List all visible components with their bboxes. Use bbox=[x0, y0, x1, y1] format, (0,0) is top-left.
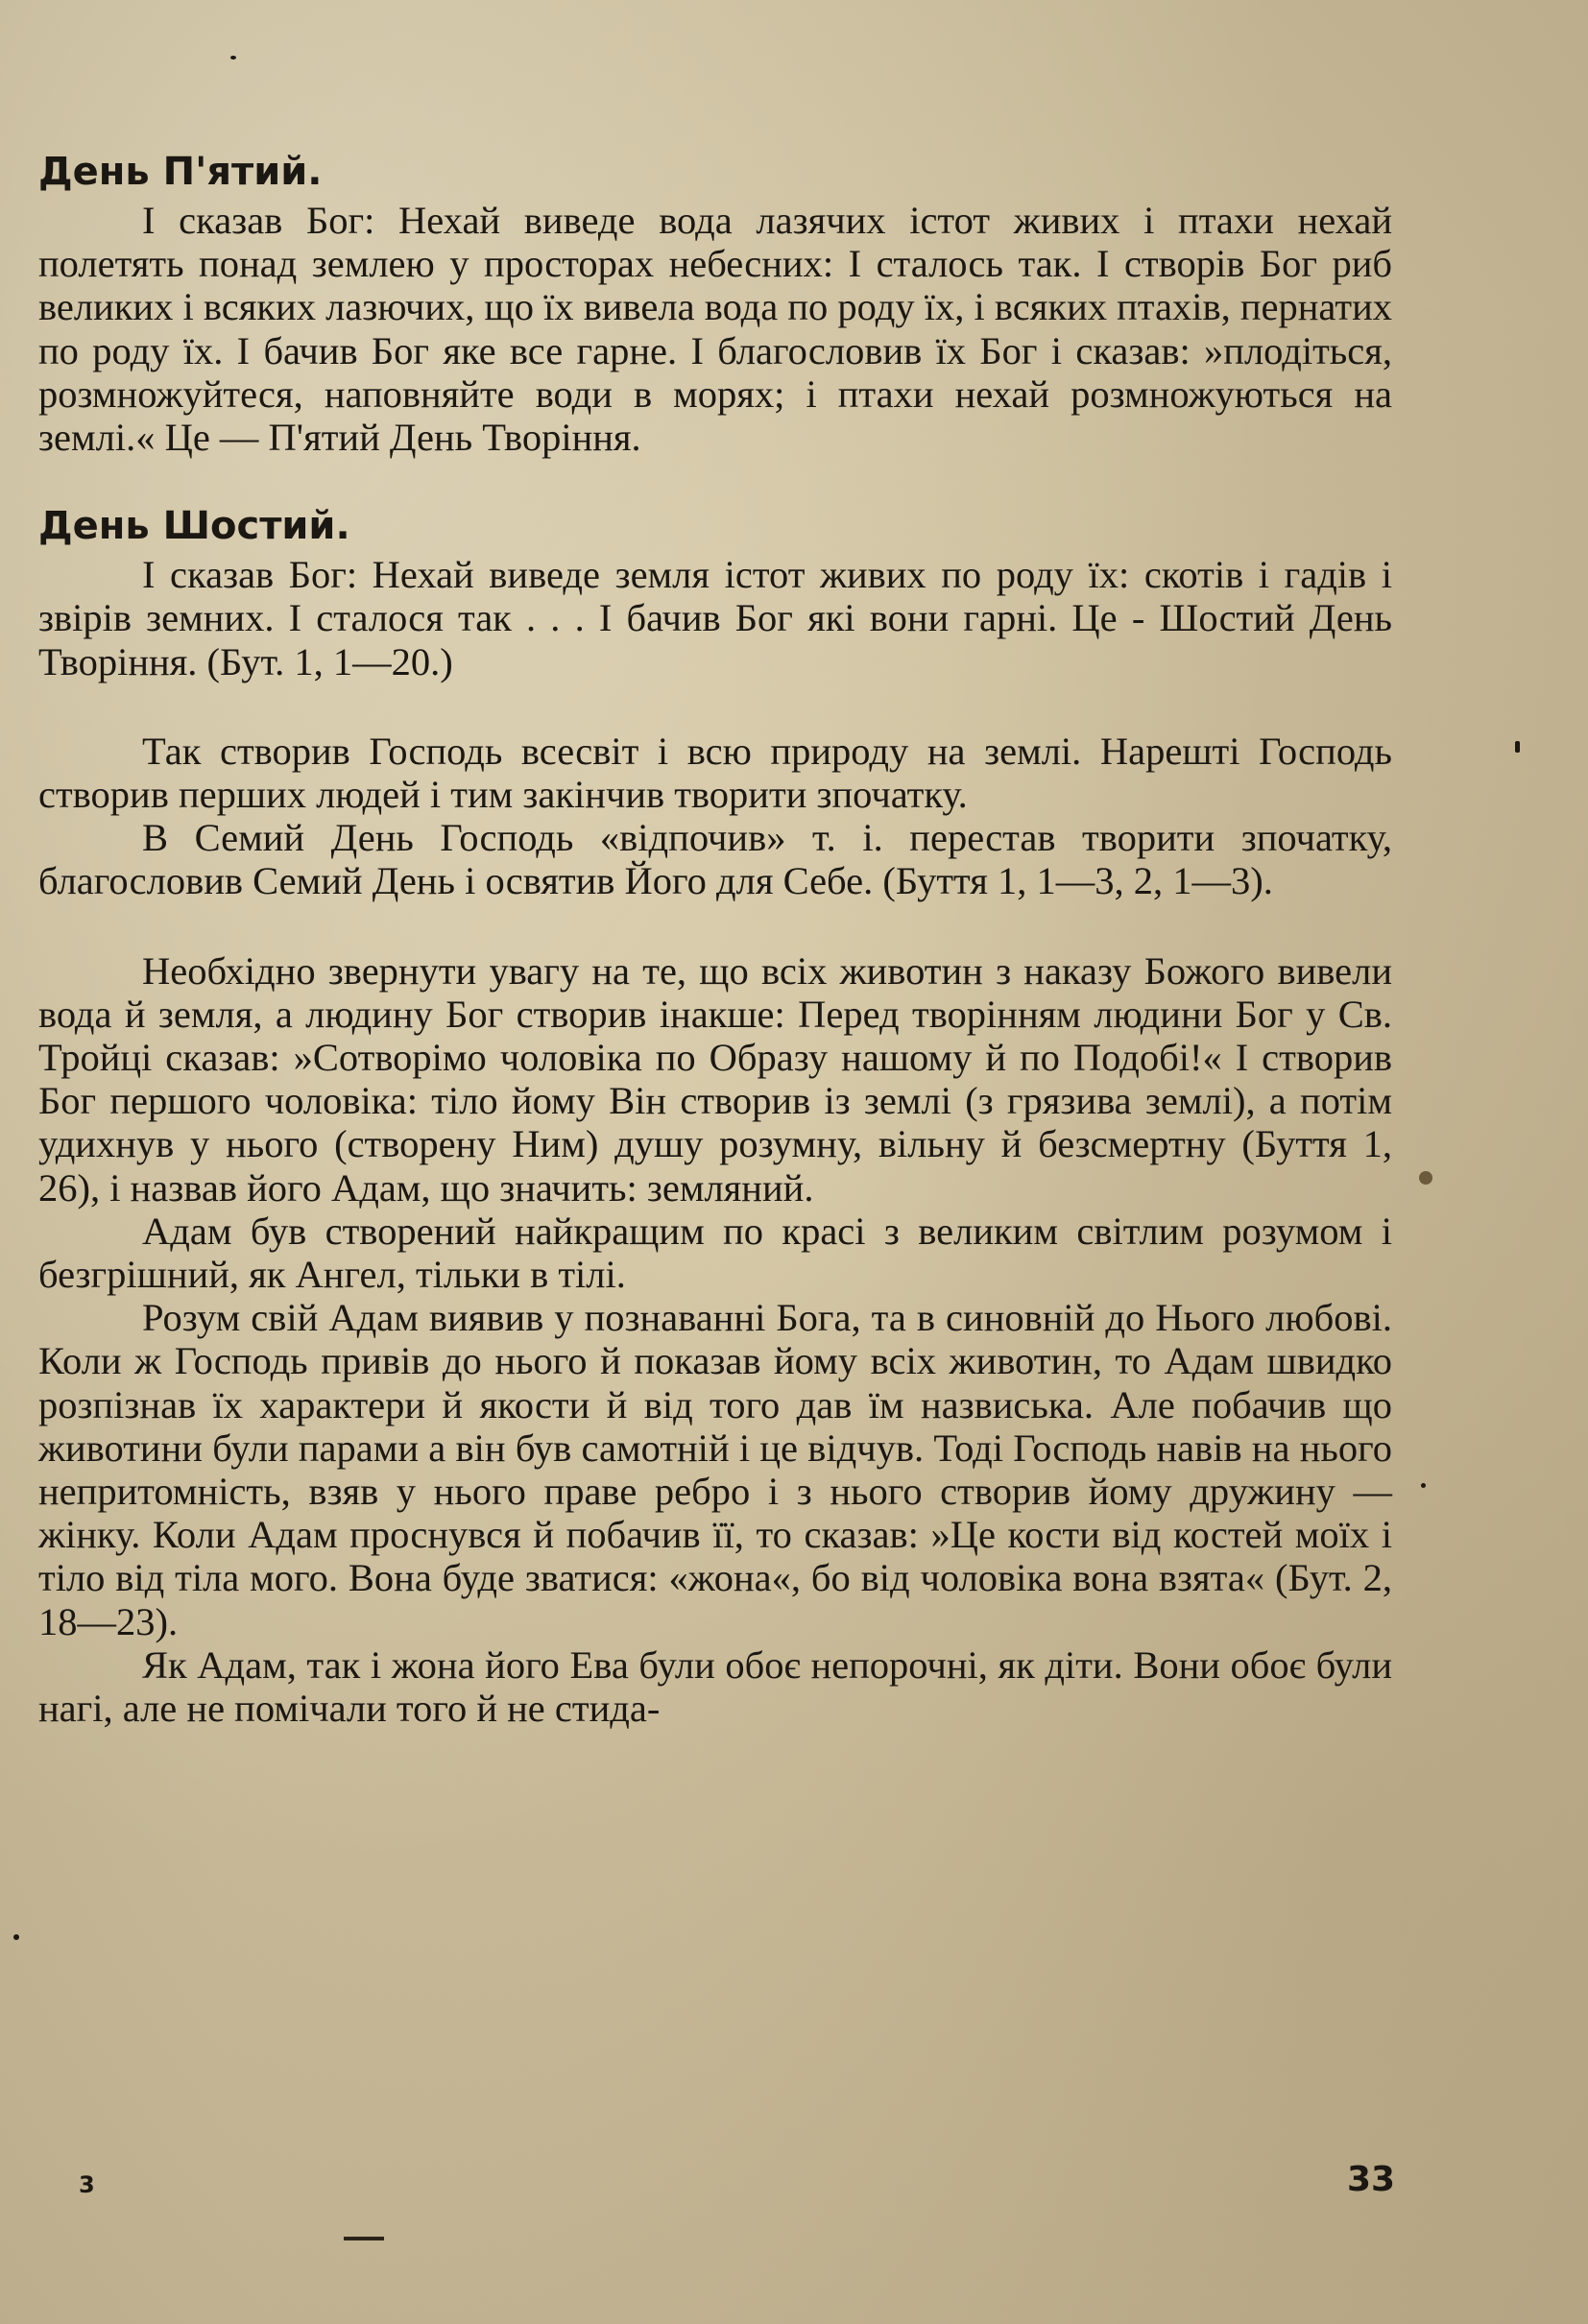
heading-day-five: День П'ятий. bbox=[38, 150, 323, 194]
heading-day-six: День Шостий. bbox=[38, 504, 350, 549]
ink-speck bbox=[1421, 1483, 1426, 1488]
page-number: 33 bbox=[1347, 2160, 1396, 2199]
signature-mark: 3 bbox=[79, 2171, 95, 2198]
page-body bbox=[38, 149, 1392, 1730]
ink-speck bbox=[13, 1934, 19, 1940]
ink-speck bbox=[1419, 1171, 1432, 1185]
ink-speck bbox=[1515, 741, 1520, 753]
paragraph-creation-of-man: Необхідно звернути увагу на те, що всіх животин з наказу Божого вивели вода й земля, а людину Бог створив інакше: Перед творінням людини Бог у Св. Тройці сказав: »Сотворімо чоловіка по Образу нашому й по Подобі!« І створив Бог першого чоловіка: тіло йому Він створив із землі (з грязива землі), а потім удихнув у нього (створену Ним) душу розумну, вільну й безсмертну (Буття 1, 26), і назвав його Адам, що значить: земляний. bbox=[38, 948, 1392, 1210]
paragraph-seventh-day: В Семий День Господь «відпочив» т. і. перестав творити зпочатку, благословив Семий День і освятив Його для Себе. (Буття 1, 1—3, 2, 1—3). bbox=[38, 816, 1392, 903]
paragraph-day-five: І сказав Бог: Нехай виведе вода лазячих істот живих і птахи нехай полетять понад землею у просторах небесних: І сталось так. І створів Бог риб великих і всяких лазючих, що їх вивела вода по роду їх, і всяких птахів, пернатих по роду їх. І бачив Бог яке все гарне. І благословив їх Бог і сказав: »плодіться, розмножуйтеся, наповняйте води в морях; і птахи нехай розмножуються на землі.« Це — П'ятий День Творіння. bbox=[38, 199, 1392, 460]
paragraph-adam-and-eve: Як Адам, так і жона його Ева були обоє непорочні, як діти. Вони обоє були нагі, але не помічали того й не стида- bbox=[38, 1642, 1392, 1731]
paragraph-day-six: І сказав Бог: Нехай виведе земля істот живих по роду їх: скотів і гадів і звірів земних. І сталося так . . . І бачив Бог які вони гарні. Це - Шостий День Творіння. (Бут. 1, 1—20.) bbox=[38, 553, 1392, 683]
paragraph-adam-reason: Розум свій Адам виявив у познаванні Бога, та в синовній до Нього любові. Коли ж Господь привів до нього й показав йому всіх животин, то Адам швидко розпізнав їх характери й якости й від того дав їм назвиська. Але побачив що животини були парами а він був самотній і це відчув. Тоді Господь навів на нього непритомність, взяв у нього праве ребро і з нього створив йому дружину — жінку. Коли Адам проснувся й побачив її, то сказав: »Це кости від костей моїх і тіло від тіла мого. Вона буде зватися: «жона«, бо від чоловіка вона взята« (Бут. 2, 18—23). bbox=[38, 1296, 1392, 1643]
paragraph-adam-created: Адам був створений найкращим по красі з великим світлим розумом і безгрішний, як Ангел, тільки в тілі. bbox=[38, 1209, 1392, 1297]
ink-speck bbox=[230, 56, 236, 60]
ink-dash bbox=[344, 2237, 384, 2240]
paragraph-creation-summary: Так створив Господь всесвіт і всю природу на землі. Нарешті Господь створив перших людей і тим закінчив творити зпочатку. bbox=[38, 729, 1392, 817]
